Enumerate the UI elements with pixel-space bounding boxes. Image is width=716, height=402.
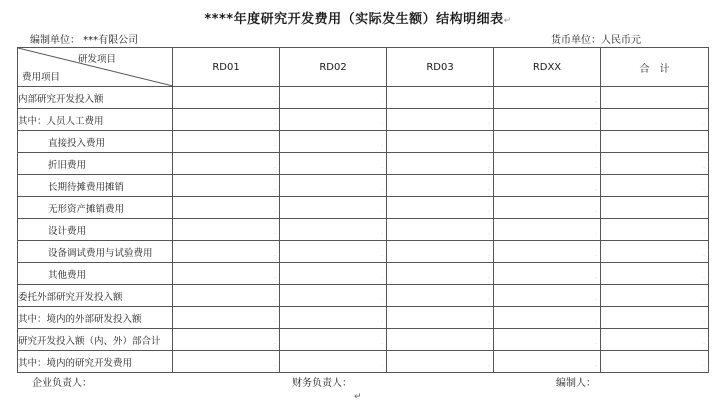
table-body (18, 87, 709, 373)
table-row (18, 241, 709, 263)
cell-end-mark: · (274, 363, 276, 370)
amount-cell[interactable] (280, 307, 387, 329)
cell-end-mark: · (381, 297, 383, 304)
currency-unit: 货币单位：人民币元 (551, 35, 641, 46)
cell-end-mark: · (381, 231, 383, 238)
table-row (18, 109, 709, 131)
amount-cell[interactable] (494, 87, 601, 109)
amount-cell[interactable] (173, 351, 280, 373)
row-label: 其中：境内的外部研发投入额 (18, 307, 173, 329)
amount-cell[interactable] (494, 109, 601, 131)
amount-cell[interactable] (280, 285, 387, 307)
amount-cell[interactable] (494, 307, 601, 329)
amount-cell[interactable] (173, 285, 280, 307)
table-row (18, 197, 709, 219)
row-label: 设备调试费用与试验费用 (18, 241, 173, 263)
amount-cell[interactable] (601, 153, 709, 175)
amount-cell[interactable] (387, 307, 494, 329)
cell-end-mark: · (274, 297, 276, 304)
amount-cell[interactable] (280, 263, 387, 285)
amount-cell[interactable] (280, 219, 387, 241)
amount-cell[interactable] (494, 241, 601, 263)
cell-end-mark: · (595, 143, 597, 150)
cell-end-mark: · (703, 297, 705, 304)
amount-cell[interactable] (494, 263, 601, 285)
paragraph-mark-icon: ↵ (503, 16, 512, 26)
amount-cell[interactable] (173, 263, 280, 285)
row-label: 直接投入费用 (18, 131, 173, 153)
cell-end-mark: · (595, 187, 597, 194)
cell-end-mark: · (274, 165, 276, 172)
cell-end-mark: · (488, 209, 490, 216)
column-header: RDXX (494, 48, 601, 87)
cell-end-mark: · (274, 275, 276, 282)
cell-end-mark: · (381, 319, 383, 326)
cell-end-mark: · (595, 99, 597, 106)
table-row (18, 131, 709, 153)
header-row (18, 48, 709, 87)
amount-cell[interactable] (280, 241, 387, 263)
title-text: ****年度研究开发费用（实际发生额）结构明细表 (204, 12, 504, 27)
cell-end-mark: · (488, 121, 490, 128)
amount-cell[interactable] (173, 153, 280, 175)
amount-cell[interactable] (387, 87, 494, 109)
amount-cell[interactable] (494, 351, 601, 373)
cell-end-mark: · (381, 99, 383, 106)
cell-end-mark: · (488, 341, 490, 348)
amount-cell[interactable] (387, 241, 494, 263)
amount-cell[interactable] (173, 219, 280, 241)
amount-cell[interactable] (601, 307, 709, 329)
amount-cell[interactable] (387, 219, 494, 241)
row-label: 其他费用 (18, 263, 173, 285)
enterprise-head-label: 企业负责人： (32, 378, 92, 389)
cell-end-mark: · (703, 187, 705, 194)
cell-end-mark: · (488, 231, 490, 238)
cell-end-mark: · (595, 165, 597, 172)
column-header: RD02 (280, 48, 387, 87)
cell-end-mark: · (274, 99, 276, 106)
amount-cell[interactable] (280, 197, 387, 219)
amount-cell[interactable] (173, 307, 280, 329)
table-row (18, 219, 709, 241)
row-label: 折旧费用 (18, 153, 173, 175)
cell-end-mark: · (703, 341, 705, 348)
amount-cell[interactable] (173, 87, 280, 109)
cell-end-mark: · (488, 99, 490, 106)
cell-end-mark: · (703, 99, 705, 106)
table-row (18, 329, 709, 351)
cell-end-mark: · (595, 275, 597, 282)
amount-cell[interactable] (601, 197, 709, 219)
amount-cell[interactable] (173, 175, 280, 197)
cell-end-mark: · (274, 341, 276, 348)
column-header: RD03 (387, 48, 494, 87)
corner-bottom-label: 费用项目 (22, 72, 61, 83)
amount-cell[interactable] (173, 131, 280, 153)
amount-cell[interactable] (280, 329, 387, 351)
cell-end-mark: · (488, 143, 490, 150)
amount-cell[interactable] (601, 329, 709, 351)
amount-cell[interactable] (387, 131, 494, 153)
table-row (18, 351, 709, 373)
cell-end-mark: · (381, 363, 383, 370)
row-label: 研究开发投入额（内、外）部合计 (18, 329, 173, 351)
amount-cell[interactable] (173, 241, 280, 263)
cell-end-mark: · (381, 143, 383, 150)
amount-cell[interactable] (173, 197, 280, 219)
cell-end-mark: · (595, 209, 597, 216)
amount-cell[interactable] (494, 153, 601, 175)
cell-end-mark: · (274, 253, 276, 260)
amount-cell[interactable] (494, 219, 601, 241)
finance-head-label: 财务负责人： (292, 378, 352, 389)
amount-cell[interactable] (387, 351, 494, 373)
row-label: 其中：境内的研究开发费用 (18, 351, 173, 373)
cell-end-mark: · (703, 209, 705, 216)
cell-end-mark: · (381, 209, 383, 216)
amount-cell[interactable] (494, 329, 601, 351)
cell-end-mark: · (381, 121, 383, 128)
row-label: 长期待摊费用摊销 (18, 175, 173, 197)
cell-end-mark: · (703, 231, 705, 238)
column-header: RD01 (173, 48, 280, 87)
row-label: 内部研究开发投入额 (18, 87, 173, 109)
cell-end-mark: · (381, 165, 383, 172)
cell-end-mark: · (703, 275, 705, 282)
amount-cell[interactable] (494, 175, 601, 197)
amount-cell[interactable] (387, 175, 494, 197)
cell-end-mark: · (488, 187, 490, 194)
amount-cell[interactable] (280, 109, 387, 131)
cell-end-mark: · (703, 319, 705, 326)
corner-top-label: 研发项目 (77, 54, 116, 65)
cell-end-mark: · (488, 253, 490, 260)
amount-cell[interactable] (387, 153, 494, 175)
table-row (18, 285, 709, 307)
cell-end-mark: · (274, 187, 276, 194)
cell-end-mark: · (381, 275, 383, 282)
cell-end-mark: · (703, 253, 705, 260)
report-title (0, 8, 716, 27)
preparing-unit: 编制单位： ***有限公司 (30, 35, 139, 46)
corner-header (18, 48, 173, 87)
cell-end-mark: · (381, 341, 383, 348)
row-label: 设计费用 (18, 219, 173, 241)
amount-cell[interactable] (601, 219, 709, 241)
cell-end-mark: · (274, 143, 276, 150)
cell-end-mark: · (703, 165, 705, 172)
amount-cell[interactable] (601, 351, 709, 373)
cell-end-mark: · (274, 121, 276, 128)
cell-end-mark: · (381, 253, 383, 260)
cell-end-mark: · (703, 121, 705, 128)
preparer-label: 编制人： (556, 378, 596, 389)
amount-cell[interactable] (601, 109, 709, 131)
amount-cell[interactable] (387, 197, 494, 219)
cell-end-mark: · (595, 319, 597, 326)
cell-end-mark: · (703, 363, 705, 370)
cell-end-mark: · (488, 275, 490, 282)
table-row (18, 307, 709, 329)
amount-cell[interactable] (494, 285, 601, 307)
amount-cell[interactable] (601, 87, 709, 109)
amount-cell[interactable] (601, 175, 709, 197)
row-label: 无形资产摊销费用 (18, 197, 173, 219)
amount-cell[interactable] (280, 175, 387, 197)
cell-end-mark: · (488, 297, 490, 304)
cell-end-mark: · (595, 253, 597, 260)
cell-end-mark: · (274, 231, 276, 238)
amount-cell[interactable] (280, 351, 387, 373)
amount-cell[interactable] (601, 241, 709, 263)
table-row (18, 153, 709, 175)
column-header: 合 计 (601, 48, 709, 87)
amount-cell[interactable] (387, 329, 494, 351)
cell-end-mark: · (488, 319, 490, 326)
amount-cell[interactable] (387, 109, 494, 131)
end-paragraph-mark-icon: ↵ (354, 392, 362, 402)
cell-end-mark: · (488, 165, 490, 172)
amount-cell[interactable] (494, 197, 601, 219)
cell-end-mark: · (703, 143, 705, 150)
amount-cell[interactable] (280, 87, 387, 109)
amount-cell[interactable] (601, 131, 709, 153)
amount-cell[interactable] (387, 285, 494, 307)
cell-end-mark: · (274, 319, 276, 326)
table-row (18, 175, 709, 197)
amount-cell[interactable] (173, 109, 280, 131)
cell-end-mark: · (274, 209, 276, 216)
amount-cell[interactable] (280, 153, 387, 175)
table-row (18, 263, 709, 285)
cell-end-mark: · (488, 363, 490, 370)
cell-end-mark: · (595, 231, 597, 238)
expense-table (17, 47, 709, 373)
cell-end-mark: · (595, 363, 597, 370)
cell-end-mark: · (595, 121, 597, 128)
amount-cell[interactable] (601, 263, 709, 285)
row-label: 其中：人员人工费用 (18, 109, 173, 131)
amount-cell[interactable] (280, 131, 387, 153)
amount-cell[interactable] (173, 329, 280, 351)
amount-cell[interactable] (387, 263, 494, 285)
row-label: 委托外部研究开发投入额 (18, 285, 173, 307)
amount-cell[interactable] (494, 131, 601, 153)
cell-end-mark: · (381, 187, 383, 194)
amount-cell[interactable] (601, 285, 709, 307)
cell-end-mark: · (595, 341, 597, 348)
table-row (18, 87, 709, 109)
cell-end-mark: · (595, 297, 597, 304)
